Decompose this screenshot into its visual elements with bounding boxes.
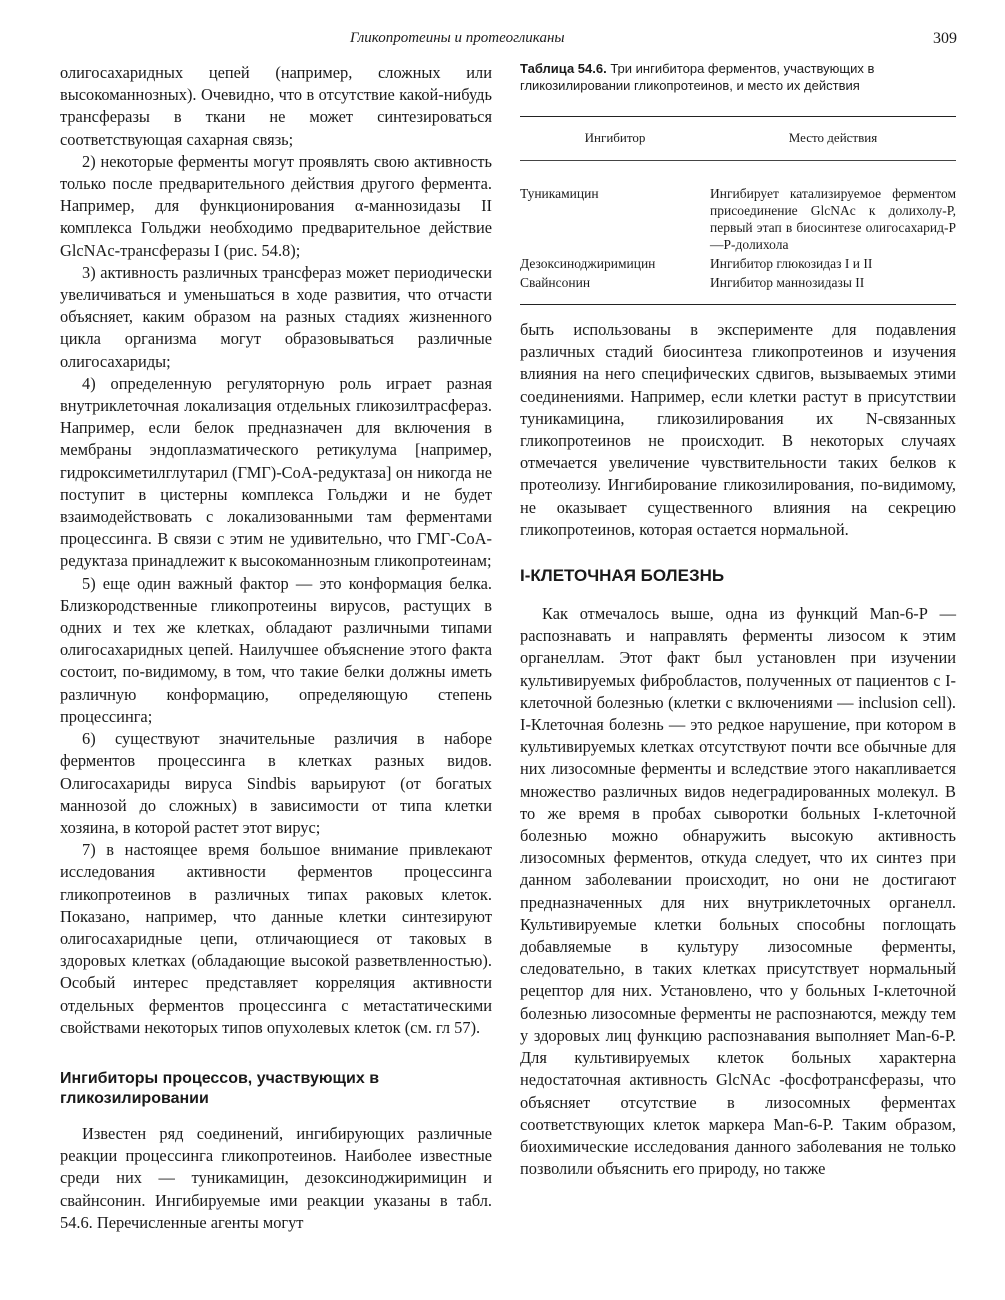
right-column — [520, 60, 956, 1180]
table-caption — [520, 60, 956, 94]
table-row — [520, 161, 956, 255]
page-header — [0, 30, 1005, 52]
section-heading-i-cell-disease: I-КЛЕТОЧНАЯ БОЛЕЗНЬ — [520, 566, 725, 586]
table-row — [520, 254, 956, 273]
table-cell-site: Ингибитор глюкозидаз I и II — [710, 256, 873, 271]
section-heading-inhibitors: Ингибиторы процессов, участвующих в гликозилировании — [60, 1069, 380, 1107]
table-cell-inhibitor: Туникамицин — [520, 186, 599, 201]
page-number: 309 — [933, 30, 957, 47]
list-item: 5) еще один важный фактор — это конформация белка. Близкородственные гликопротеины вирусов, растущих в одних и тех же клетках, обладают различными типами олигосахаридных цепей. Наилучшее объяснение этого факта состоит, по-видимому, в том, что такие белки должны иметь различную конформацию, определяющую степень процессинга; — [60, 573, 492, 726]
list-item: 4) определенную регуляторную роль играет разная внутриклеточная локализация отдельных гликозилтрасфераз. Например, если белок предназначен для включения в мембраны эндоплазматического ретикулума [например, гидроксиметилглутарил (ГМГ)-CoA-редуктаза] он никогда не поступит в цистерны комплекса Гольджи и не будет взаимодействовать с локализованными там ферментами процессинга. В связи с этим не удивительно, что ГМГ-CoA-редуктаза принадлежит к высокоманнозным гликопротеинам; — [60, 373, 492, 571]
table-caption-label: Таблица 54.6. — [520, 61, 607, 76]
table-cell-site: Ингибитор маннозидазы II — [710, 275, 865, 290]
paragraph: быть использованы в эксперименте для подавления различных стадий биосинтеза гликопротеинов и изучения влияния на него специфических сдвигов, вызываемых этими соединениями. Например, если клетки растут в присутствии туникамицина, гликозилирования их N-связанных гликопротеинов не происходит. В некоторых случаях отмечается увеличение чувствительности таких белков к протеолизу. Ингибирование гликозилирования, по-видимому, не оказывает существенного влияния на секрецию гликопротеинов, которая остается нормальной. — [520, 320, 956, 539]
table-row — [520, 273, 956, 292]
paragraph: Известен ряд соединений, ингибирующих различные реакции процессинга гликопротеинов. Наиболее известные среди них — туникамицин, дезоксиноджиримицин и свайнсонин. Ингибируемые ими реакции указаны в табл. 54.6. Перечисленные агенты могут — [60, 1123, 492, 1232]
table-header-site: Место действия — [710, 117, 956, 161]
table-header-inhibitor: Ингибитор — [520, 117, 710, 161]
left-column — [60, 62, 492, 1234]
paragraph: олигосахаридных цепей (например, сложных или высокоманнозных). Очевидно, что в отсутствие какой-нибудь трансферазы в ткани не может синтезироваться соответствующая сахарная связь; — [60, 63, 492, 149]
paragraph: Как отмечалось выше, одна из функций Man-6-Р — распознавать и направлять ферменты лизосом к этим органеллам. Этот факт был установлен при изучении культивируемых фибробластов, полученных от пациентов с I-клеточной болезнью (клетки с включениями — inclusion cell). I-Клеточная болезнь — это редкое нарушение, при котором в культивируемых клетках отсутствуют почти все обычные для них лизосомные ферменты и вследствие этого накапливается множество различных видов недеградированных молекул. В то же время в пробах сыворотки больных I-клеточной болезнью можно обнаружить высокую активность лизосомных ферментов, откуда следует, что их синтез при данном заболевании происходит, но они не достигают предназначенных для них внутриклеточных органелл. Культивируемые клетки больных способны поглощать добавляемые в культуру лизосомные ферменты, следовательно, в таких клетках присутствует нормальный рецептор для них. Установлено, что у больных I-клеточной болезнью лизосомные ферменты не распознаются, между тем у здоровых лиц функцию распознавания выполняет Man-6-Р. Для культивируемых клеток больных характерна недостаточная активность GlcNAc -фосфотрансферазы, что объясняет отсутствие в лизосомных ферментах соответствующих клеток маркера Man-6-Р. Таким образом, биохимические исследования данного заболевания не только позволили объяснить его природу, но также — [520, 604, 956, 1179]
running-title: Гликопротеины и протеогликаны — [350, 30, 565, 46]
table-cell-inhibitor: Дезоксиноджиримицин — [520, 256, 656, 271]
list-item: 3) активность различных трансфераз может периодически увеличиваться и уменьшаться в ходе развития, что отчасти объясняет, каким образом на разных стадиях жизненного цикла организма могут образовываться различные олигосахариды; — [60, 262, 492, 371]
table-cell-inhibitor: Свайнсонин — [520, 275, 591, 290]
list-item: 7) в настоящее время большое внимание привлекают исследования активности ферментов процессинга гликопротеинов в различных типах раковых клеток. Показано, например, что данные клетки синтезируют олигосахаридные цепи, отличающиеся от таковых в здоровых клетках (обладающие высокой разветвленностью). Особый интерес представляет корреляция активности отдельных ферментов процессинга с метастатическими свойствами некоторых типов опухолевых клеток (см. гл 57). — [60, 840, 492, 1037]
list-item: 2) некоторые ферменты могут проявлять свою активность только после предварительного действия другого фермента. Например, для функционирования α-маннозидазы II комплекса Гольджи необходимо предварительное действие GlcNAc-трансферазы I (рис. 54.8); — [60, 151, 492, 260]
inhibitors-table — [520, 116, 956, 305]
list-item: 6) существуют значительные различия в наборе ферментов процессинга в клетках разных видов. Олигосахариды вируса Sindbis варьируют (от богатых маннозой до сложных) в зависимости от типа клетки хозяина, в которой растет этот вирус; — [60, 729, 492, 837]
table-cell-site: Ингибирует катализируемое ферментом присоединение GlcNAc к долихолу-Р, первый этап в биосинтезе олигосахарид-Р—Р-долихола — [710, 186, 956, 252]
table-caption-text: Три ингибитора ферментов, участвующих в гликозилировании гликопротеинов, и место их действия — [520, 61, 875, 93]
